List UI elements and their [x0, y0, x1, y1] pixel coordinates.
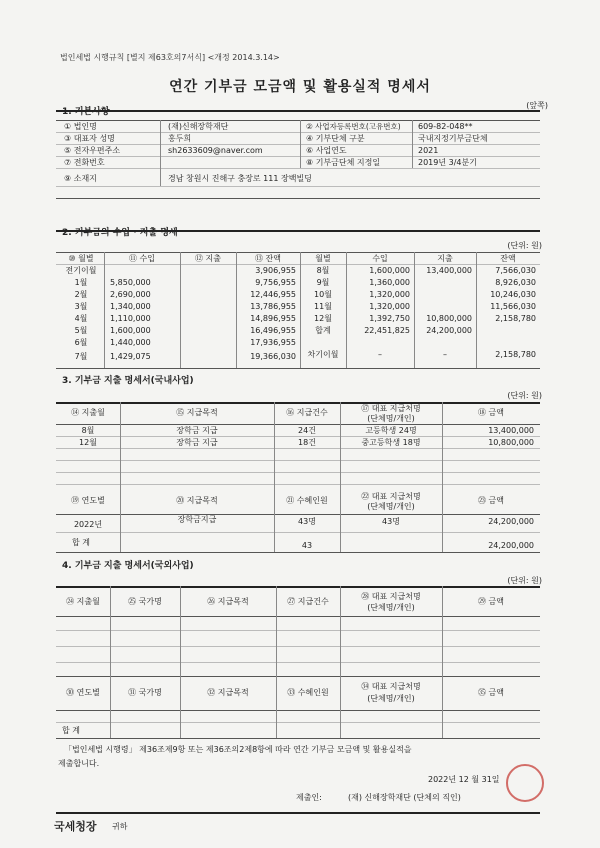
table-cell: 10,246,030: [490, 290, 536, 299]
unit-label: (단위: 원): [507, 576, 542, 585]
value-address: 경남 창원시 진해구 충장로 111 장백빌딩: [168, 174, 312, 183]
header-income: ⑪ 수입: [129, 254, 155, 263]
form-number: 법인세법 시행규칙 [별지 제63호의7서식] <개정 2014.3.14>: [60, 53, 280, 62]
label-address: ⑨ 소재지: [64, 174, 97, 183]
table-cell: 22,451,825: [364, 326, 410, 335]
header-amount: ⑱ 금액: [478, 408, 504, 417]
table-row: 3월: [74, 302, 88, 311]
table-cell: 17,936,955: [250, 338, 296, 347]
header-year-amount: ㉓ 금액: [478, 496, 504, 505]
declaration-text-1: 「법인세법 시행령」 제36조제9항 또는 제36조의2제8항에 따라 연간 기부금 모금액 및 활용실적을: [64, 745, 412, 754]
table-cell: 43명: [382, 517, 400, 526]
recipient-title: 국세청장: [54, 820, 97, 833]
table-row: 6월: [74, 338, 88, 347]
table-cell: 1,392,750: [369, 314, 410, 323]
table-cell: 10,800,000: [488, 438, 534, 447]
table-cell: 24,200,000: [426, 326, 472, 335]
header-os-amount: ㉙ 금액: [478, 597, 504, 606]
header-income-r: 수입: [372, 254, 388, 263]
table-cell: 16,496,955: [250, 326, 296, 335]
section-basic-title: 1. 기본사항: [62, 107, 110, 117]
table-cell: 5,850,000: [110, 278, 151, 287]
header-os-year-recipient: ㉞ 대표 지급처명: [361, 682, 421, 691]
header-expense-r: 지출: [437, 254, 453, 263]
header-year: ⑲ 연도별: [71, 496, 105, 505]
header-expense: ⑫ 지출: [195, 254, 221, 263]
table-row: 2022년: [73, 520, 103, 529]
table-cell: 24,200,000: [488, 517, 534, 526]
value-fiscal-year: 2021: [418, 146, 439, 155]
table-cell: 24건: [298, 426, 316, 435]
header-os-recipient-sub: (단체명/개인): [367, 603, 415, 612]
official-seal: [506, 764, 544, 802]
table-row: 8월: [316, 266, 330, 275]
table-row: 12월: [79, 438, 97, 447]
table-row: 10월: [314, 290, 332, 299]
table-row: 전기이월: [65, 266, 97, 275]
header-os-count: ㉗ 지급건수: [287, 597, 329, 606]
table-cell: 43명: [298, 517, 316, 526]
table-cell: 장학금 지급: [176, 438, 218, 447]
submission-date: 2022년 12 월 31일: [428, 775, 500, 784]
label-phone: ⑦ 전화번호: [64, 158, 105, 167]
table-cell: 2,690,000: [110, 290, 151, 299]
header-year-purpose: ⑳ 지급목적: [176, 496, 218, 505]
table-cell: –: [443, 350, 447, 359]
header-purpose: ⑮ 지급목적: [176, 408, 218, 417]
label-representative: ③ 대표자 성명: [64, 134, 115, 143]
table-cell: 13,400,000: [488, 426, 534, 435]
header-os-year-purpose: ㉜ 지급목적: [207, 688, 249, 697]
table-row: 8월: [81, 426, 95, 435]
table-cell: 1,110,000: [110, 314, 151, 323]
label-org-type: ④ 기부단체 구분: [306, 134, 365, 143]
submitter-label: 제출인:: [296, 793, 322, 802]
table-cell: 18건: [298, 438, 316, 447]
value-representative: 홍두희: [168, 134, 192, 143]
section-domestic-title: 3. 기부금 지출 명세서(국내사업): [62, 376, 194, 386]
header-recipient: ⑰ 대표 지급처명: [361, 404, 421, 413]
table-cell: 1,600,000: [110, 326, 151, 335]
table-cell: 1,320,000: [369, 290, 410, 299]
header-os-year-country: ㉛ 국가명: [128, 688, 162, 697]
table-cell: 1,429,075: [110, 352, 151, 361]
value-business-number: 609-82-048**: [418, 122, 473, 131]
table-cell: 13,400,000: [426, 266, 472, 275]
table-cell: 2,158,780: [495, 314, 536, 323]
label-corp-name: ① 법인명: [64, 122, 97, 131]
table-cell: 고등학생 24명: [365, 426, 417, 435]
header-os-purpose: ㉖ 지급목적: [207, 597, 249, 606]
label-email: ⑤ 전자우편주소: [64, 146, 121, 155]
header-count: ⑯ 지급건수: [286, 408, 328, 417]
total-people: 43: [301, 541, 313, 550]
section-overseas-title: 4. 기부금 지출 명세서(국외사업): [62, 561, 194, 571]
table-cell: 19,366,030: [250, 352, 296, 361]
value-corp-name: (재)신해장학재단: [168, 122, 229, 131]
table-cell: 장학금 지급: [176, 426, 218, 435]
page-side: (앞쪽): [526, 101, 548, 110]
table-cell: 1,360,000: [369, 278, 410, 287]
table-row: 11월: [314, 302, 332, 311]
total-amount: 24,200,000: [488, 541, 534, 550]
table-cell: 1,600,000: [369, 266, 410, 275]
header-os-month: ㉔ 지출월: [66, 597, 100, 606]
header-expense-month: ⑭ 지출월: [71, 408, 105, 417]
declaration-text-2: 제출합니다.: [58, 759, 100, 768]
header-os-country: ㉕ 국가명: [128, 597, 162, 606]
header-os-year-amount: ㉟ 금액: [478, 688, 504, 697]
table-row: 2월: [74, 290, 88, 299]
header-balance-r: 잔액: [500, 254, 516, 263]
table-cell: 1,340,000: [110, 302, 151, 311]
recipient-suffix: 귀하: [112, 822, 128, 831]
header-year-recipient-sub: (단체명/개인): [367, 502, 415, 511]
table-cell: –: [378, 350, 382, 359]
value-email: sh2633609@naver.com: [168, 146, 263, 155]
value-org-type: 국내지정기부금단체: [418, 134, 488, 143]
header-os-year: ㉚ 연도별: [66, 688, 100, 697]
divider: [56, 120, 540, 121]
table-cell: 10,800,000: [426, 314, 472, 323]
table-cell: 11,566,030: [490, 302, 536, 311]
header-os-recipient: ㉘ 대표 지급처명: [361, 592, 421, 601]
table-row: 5월: [74, 326, 88, 335]
section-income-title: 2. 기부금의 수입 · 지출 명세: [62, 228, 178, 238]
table-cell: 9,756,955: [255, 278, 296, 287]
table-row: 9월: [316, 278, 330, 287]
form-title: 연간 기부금 모금액 및 활용실적 명세서: [169, 79, 431, 95]
total-label: 합 계: [72, 538, 90, 547]
table-cell: 13,786,955: [250, 302, 296, 311]
table-row: 4월: [74, 314, 88, 323]
table-cell: 1,320,000: [369, 302, 410, 311]
header-month: ⑩ 월별: [68, 254, 94, 263]
table-cell: 1,440,000: [110, 338, 151, 347]
table-cell: 14,896,955: [250, 314, 296, 323]
table-row: 1월: [74, 278, 88, 287]
table-row: 합계: [315, 326, 331, 335]
header-month-r: 월별: [315, 254, 331, 263]
table-cell: 7,566,030: [495, 266, 536, 275]
header-os-year-recipient-sub: (단체명/개인): [367, 694, 415, 703]
table-row: 7월: [74, 352, 88, 361]
header-os-beneficiaries: ㉝ 수혜인원: [287, 688, 329, 697]
table-cell: 장학금지급: [177, 515, 217, 524]
value-designation-date: 2019년 3/4분기: [418, 158, 477, 167]
label-fiscal-year: ⑥ 사업연도: [306, 146, 347, 155]
header-year-recipient: ㉒ 대표 지급처명: [361, 492, 421, 501]
submitter-name: (재) 신해장학재단 (단체의 직인): [348, 793, 461, 802]
label-business-number: ② 사업자등록번호(고유번호): [306, 122, 401, 131]
header-recipient-sub: (단체명/개인): [367, 414, 415, 423]
table-cell: 3,906,955: [255, 266, 296, 275]
total-label: 합 계: [62, 726, 80, 735]
label-designation-date: ⑧ 기부금단체 지정일: [306, 158, 381, 167]
header-balance: ⑬ 잔액: [255, 254, 281, 263]
header-beneficiaries: ㉑ 수혜인원: [286, 496, 328, 505]
unit-label: (단위: 원): [507, 391, 542, 400]
table-cell: 중고등학생 18명: [361, 438, 421, 447]
table-cell: 8,926,030: [495, 278, 536, 287]
table-cell: 12,446,955: [250, 290, 296, 299]
table-cell: 2,158,780: [495, 350, 536, 359]
unit-label: (단위: 원): [507, 241, 542, 250]
table-row: 차기이월: [307, 350, 339, 359]
table-row: 12월: [314, 314, 332, 323]
divider: [56, 110, 540, 112]
